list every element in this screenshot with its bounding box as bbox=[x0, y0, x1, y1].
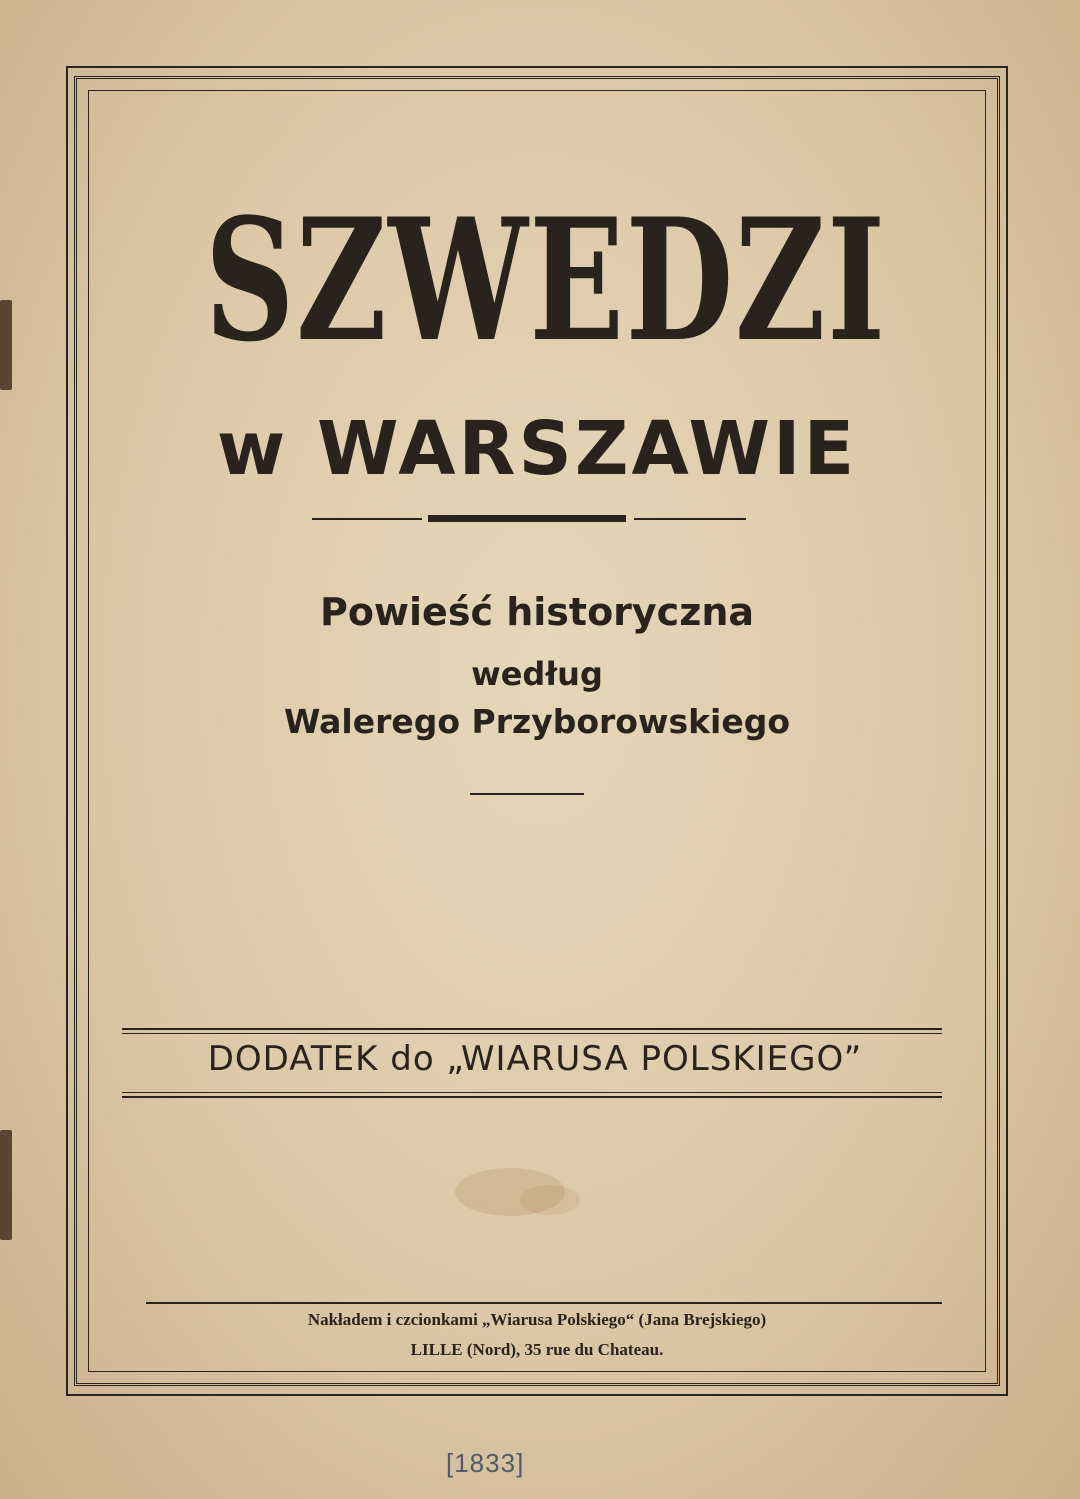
author: Walerego Przyborowskiego bbox=[283, 702, 791, 741]
imprint-publisher: Nakładem i czcionkami „Wiarusa Polskiego“ (Jana Brejskiego) bbox=[307, 1310, 767, 1329]
binding-staple bbox=[0, 300, 12, 390]
binding-staple bbox=[0, 1130, 12, 1240]
subtitle: w WARSZAWIE bbox=[216, 406, 858, 492]
title: SZWEDZI bbox=[204, 181, 887, 379]
supplement-rule-top bbox=[122, 1028, 942, 1030]
divider-right bbox=[634, 518, 746, 520]
supplement-rule-bottom-thick bbox=[122, 1096, 942, 1098]
divider-center bbox=[428, 515, 626, 522]
according-to: według bbox=[471, 655, 603, 693]
imprint-address: LILLE (Nord), 35 rue du Chateau. bbox=[410, 1340, 664, 1359]
divider-left bbox=[312, 518, 422, 520]
imprint-rule bbox=[146, 1302, 942, 1304]
divider-short bbox=[470, 793, 584, 795]
genre: Powieść historyczna bbox=[319, 590, 755, 634]
supplement-rule-bottom bbox=[122, 1092, 942, 1093]
pencil-catalog-note: [1833] bbox=[446, 1448, 525, 1478]
supplement-rule-top-thin bbox=[122, 1033, 942, 1034]
supplement-note: DODATEK do „WIARUSA POLSKIEGO” bbox=[207, 1039, 863, 1079]
